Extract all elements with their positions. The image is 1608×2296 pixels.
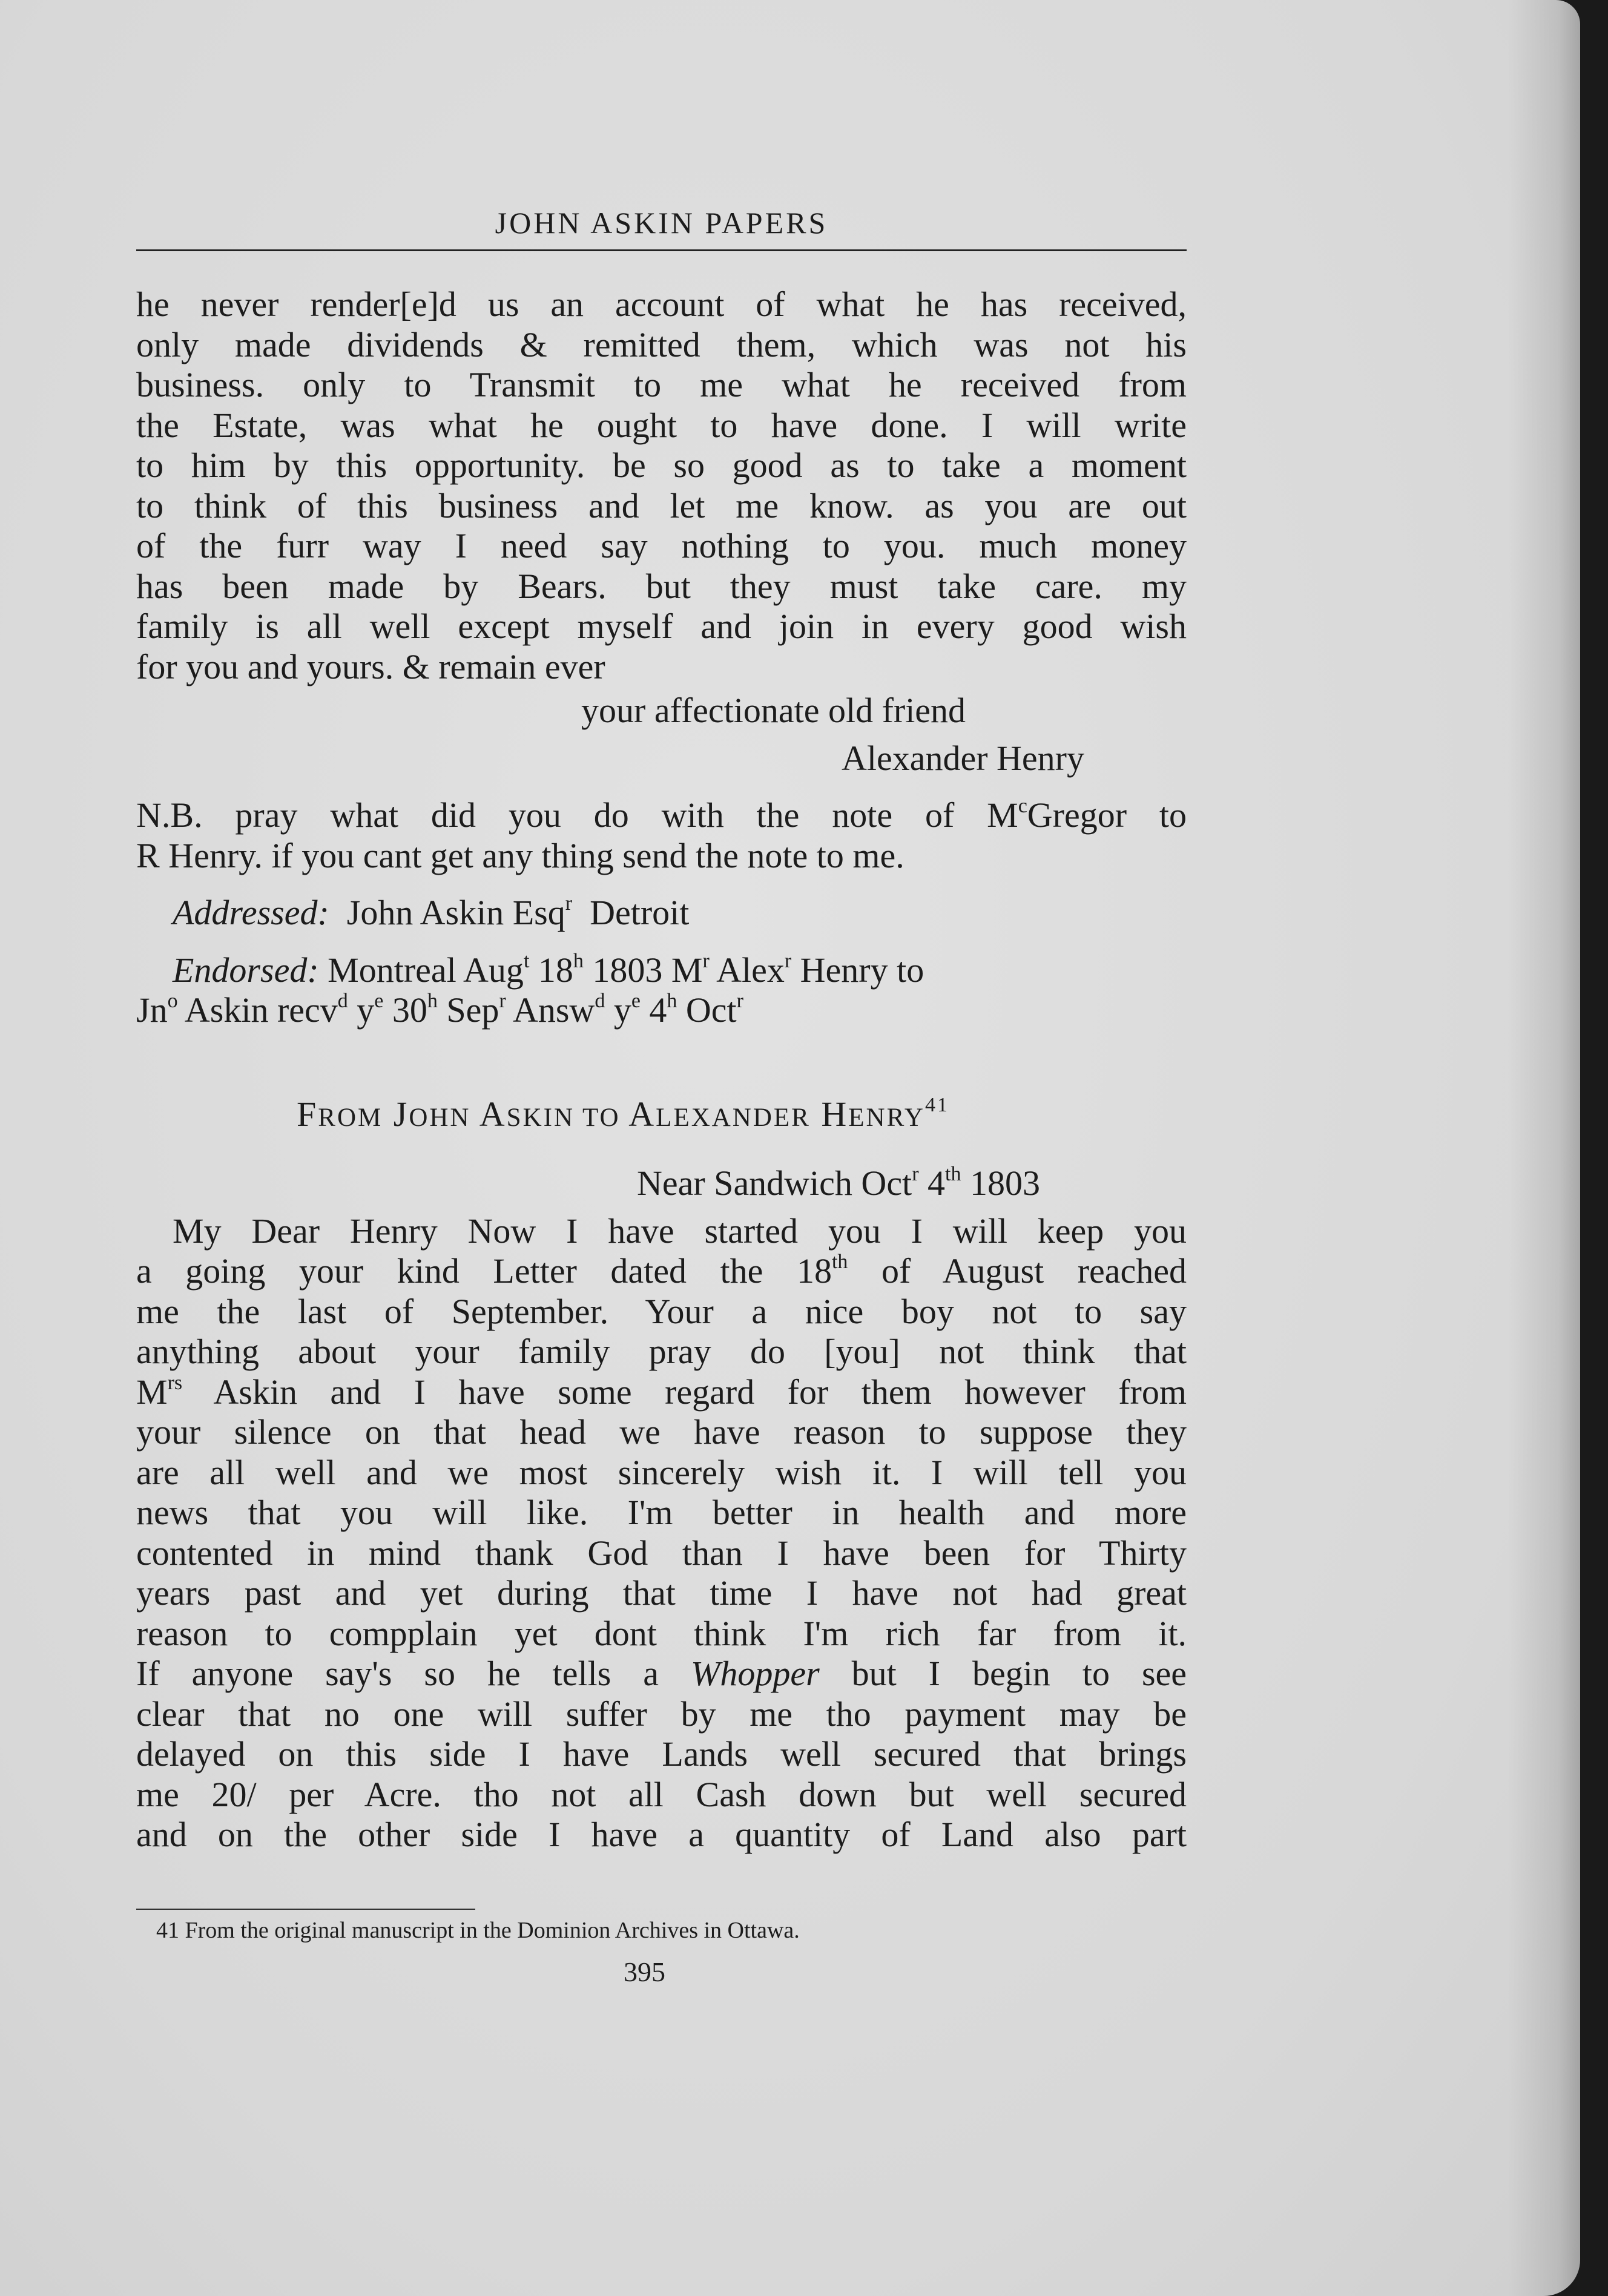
title-text: LEXANDER — [656, 1103, 811, 1132]
superscript: rs — [167, 1371, 183, 1394]
superscript: e — [374, 990, 384, 1012]
endorsed-text — [136, 990, 743, 1030]
endorsement-text: 4 — [640, 990, 667, 1030]
text-line: me the last of September. Your a nice boy not to say — [136, 1291, 1187, 1331]
text-line: contented in mind thank God than I have been for Thirty — [136, 1533, 1187, 1573]
text-line: to him by this opportunity. be so good as to take a moment — [136, 446, 1187, 485]
text-line: and on the other side I have a quantity of Land also part — [136, 1815, 1187, 1854]
text-line: My Dear Henry Now I have started you I will keep you — [173, 1211, 1187, 1251]
endorsement-text: 1803 M — [583, 950, 703, 990]
letter-askin-body — [136, 1211, 1187, 1855]
endorsed-label: Endorsed: — [173, 950, 319, 990]
text-line: years past and yet during that time I have not had great — [136, 1573, 1187, 1613]
text-line: has been made by Bears. but they must take care. my — [136, 566, 1187, 606]
endorsed-text — [319, 950, 924, 990]
endorsed-line — [136, 990, 1187, 1031]
endorsed-line — [136, 950, 1187, 991]
text-line: me 20/ per Acre. tho not all Cash down but well secured — [136, 1774, 1187, 1814]
superscript: r — [499, 990, 506, 1012]
letter-closing: your affectionate old friend — [581, 691, 966, 730]
endorsement-text: Jn — [136, 990, 168, 1030]
title-text: F — [297, 1094, 318, 1134]
text-line: reason to compplain yet dont think I'm rich far from it. — [136, 1613, 1187, 1653]
dateline-text: 1803 — [961, 1163, 1040, 1203]
line-text: of August reached — [848, 1251, 1187, 1291]
text-line: family is all well except myself and join in every good wish — [136, 607, 1187, 646]
endorsement-text: Answ — [506, 990, 595, 1030]
running-head: JOHN ASKIN PAPERS — [495, 206, 828, 240]
letter-signature: Alexander Henry — [842, 738, 1084, 778]
superscript: r — [912, 1163, 919, 1185]
superscript: r — [702, 949, 710, 972]
text-line: for you and yours. & remain ever — [136, 646, 605, 686]
superscript: h — [667, 990, 677, 1012]
letter-henry-continued — [136, 285, 1187, 1031]
text-line: to think of this business and let me know. as you are out — [136, 485, 1187, 525]
addressed-label: Addressed: — [173, 893, 329, 932]
addressed-text: John Askin Esq — [346, 893, 565, 932]
superscript: c — [1018, 795, 1027, 817]
postscript-line — [136, 795, 1187, 836]
dateline-text: 4 — [918, 1163, 946, 1203]
text-block — [136, 285, 1187, 1855]
endorsement-text: Henry to — [791, 950, 924, 990]
title-text: OHN — [409, 1103, 471, 1132]
running-head-rule — [136, 249, 1187, 251]
superscript: th — [831, 1251, 848, 1273]
superscript: e — [631, 990, 641, 1012]
footnote-marker: 41 — [924, 1093, 949, 1116]
superscript: h — [573, 949, 584, 972]
footnote-rule — [136, 1909, 475, 1910]
superscript: r — [784, 949, 792, 972]
line-text: If anyone say's so he tells a — [136, 1654, 691, 1693]
endorsement-text: 30 — [383, 990, 427, 1030]
text-line: the Estate, was what he ought to have done. I will write — [136, 405, 1187, 445]
superscript: o — [167, 990, 178, 1012]
superscript: h — [427, 990, 438, 1012]
text-line: anything about your family pray do [you] not think that — [136, 1332, 1187, 1371]
superscript: t — [523, 949, 530, 972]
line-text-italic: Whopper — [691, 1654, 820, 1693]
title-text: A — [628, 1094, 656, 1134]
line-text: but I begin to see — [819, 1654, 1187, 1693]
postscript-text: N.B. pray what did you do with the note of M — [136, 795, 1018, 835]
title-text: ROM — [318, 1103, 383, 1132]
endorsement-text: y — [348, 990, 375, 1030]
endorsement-text: Montreal Aug — [318, 950, 524, 990]
endorsement-text: Sep — [437, 990, 499, 1030]
page-number: 395 — [624, 1956, 665, 1987]
text-line: are all well and we most sincerely wish it. I will tell you — [136, 1452, 1187, 1492]
text-line: business. only to Transmit to me what he received from — [136, 365, 1187, 404]
addressed-line — [136, 893, 1187, 933]
line-text: Askin and I have some regard for them however from — [182, 1372, 1187, 1412]
endorsement-text: y — [605, 990, 631, 1030]
superscript: r — [565, 892, 573, 915]
postscript-text: Gregor to — [1027, 795, 1187, 835]
text-line: clear that no one will suffer by me tho payment may be — [136, 1694, 1187, 1734]
title-text: ENRY — [848, 1103, 925, 1132]
superscript: r — [736, 990, 743, 1012]
text-line: delayed on this side I have Lands well secured that brings — [136, 1734, 1187, 1774]
text-line — [136, 1372, 1187, 1413]
endorsement-text: Alex — [709, 950, 785, 990]
title-text: SKIN — [506, 1103, 575, 1132]
endorsement-text: Oct — [677, 990, 737, 1030]
superscript: d — [337, 990, 348, 1012]
text-line: news that you will like. I'm better in health and more — [136, 1493, 1187, 1532]
title-text: H — [810, 1094, 849, 1134]
line-text: M — [136, 1372, 168, 1412]
letter-dateline — [136, 1163, 1187, 1204]
text-line — [136, 1654, 1187, 1694]
endorsement-text: Askin recv — [177, 990, 338, 1030]
footnote: 41 From the original manuscript in the Dominion Archives in Ottawa. — [156, 1918, 800, 1943]
title-text: J — [383, 1094, 409, 1134]
line-text: a going your kind Letter dated the 18 — [136, 1251, 832, 1291]
superscript: d — [595, 990, 605, 1012]
text-line: he never render[e]d us an account of what he has received, — [136, 285, 1187, 324]
postscript-line: R Henry. if you cant get any thing send the note to me. — [136, 835, 904, 875]
text-line: your silence on that head we have reason to suppose they — [136, 1412, 1187, 1452]
text-line: only made dividends & remitted them, which was not his — [136, 324, 1187, 364]
endorsement-text: 18 — [529, 950, 573, 990]
title-text: TO — [575, 1103, 629, 1132]
text-line: of the furr way I need say nothing to you. much money — [136, 526, 1187, 565]
page-edge-shadow — [1508, 0, 1580, 2296]
title-text: A — [470, 1094, 507, 1134]
text-line — [136, 1251, 1187, 1292]
dateline-text: Near Sandwich Oct — [637, 1163, 912, 1203]
letter-title — [136, 1094, 1187, 1139]
superscript: th — [945, 1163, 961, 1185]
addressed-text: Detroit — [590, 893, 690, 932]
